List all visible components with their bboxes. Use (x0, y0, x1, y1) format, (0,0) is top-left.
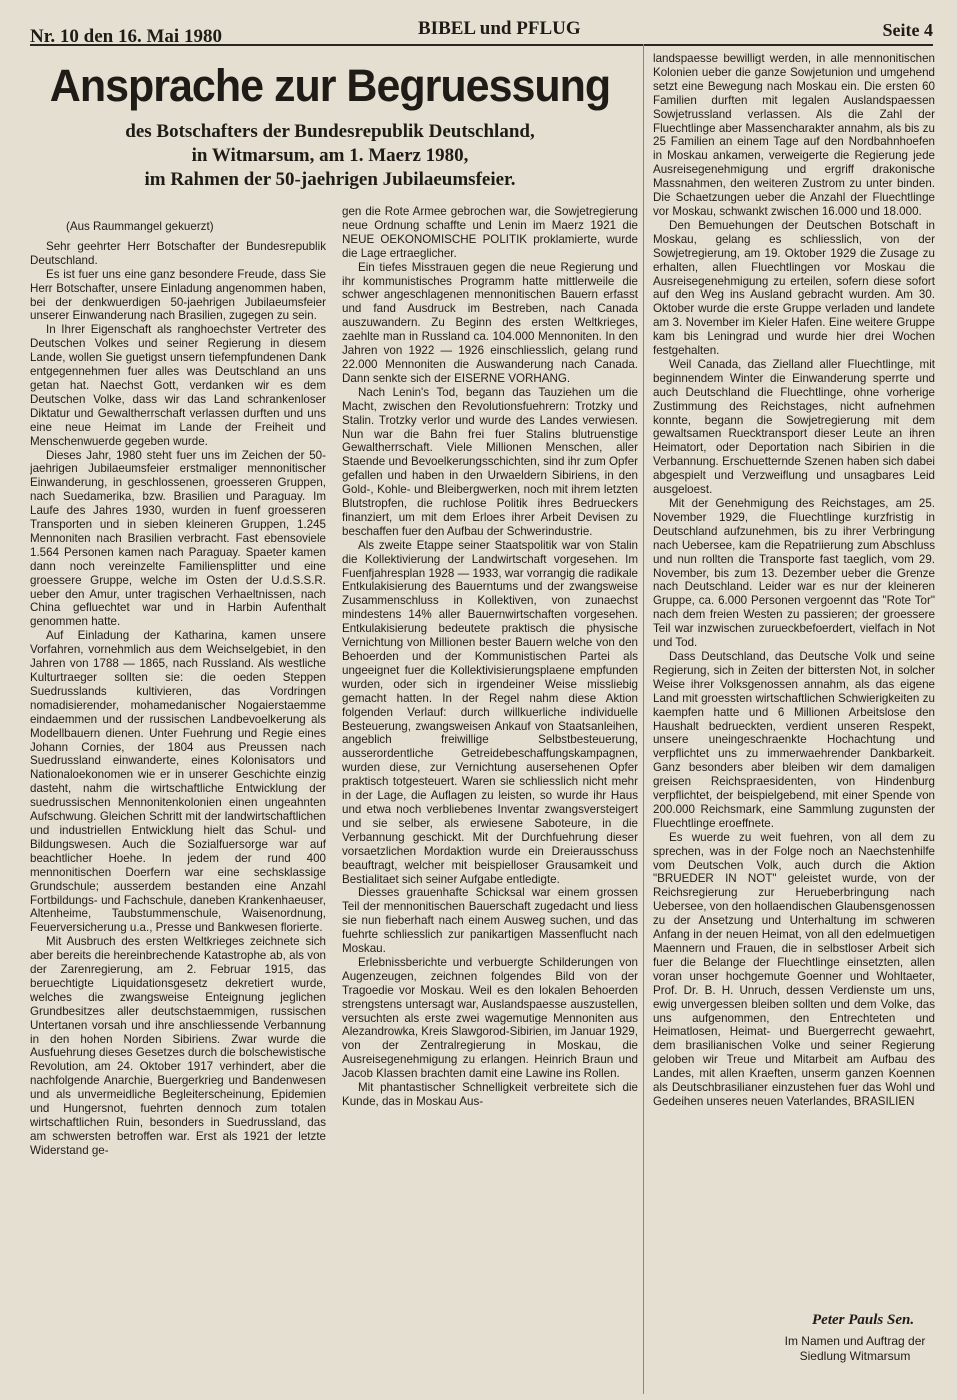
subtitle-line: des Botschafters der Bundesrepublik Deutschland, (125, 121, 535, 142)
paragraph: Ein tiefes Misstrauen gegen die neue Regierung und ihr kommunistisches Programm hatte mittlerweile die schwer angeschlagenen mennonitischen Bauern erfasst und fand Ausdruck im Bestreben, nach Canada auszuwandern. Zu Beginn des ersten Weltkrieges, zaehlte man in Russland ca. 104.000 Mennoniten. In den Jahren von 1922 — 1926 einschliesslich, gelang rund 22.000 Mennoniten die Auswanderung nach Canada. Dann senkte sich der EISERNE VORHANG. (342, 260, 638, 385)
paragraph: landspaesse bewilligt werden, in alle mennonitischen Kolonien ueber die ganze Sowjetunion und umgehend setzt eine Bewegung nach Moskau ein. Die ersten 60 Familien durften mit legalen Auslandspaessen Sowjetrussland verlassen. Als die Zahl der Fluechtlinge aber Massencharakter annahm, als bis zu 25 Familien an einem Tage auf den Nordbahnhoefen in Moskau ankamen, verweigerte die Regierung jede Ausreisegenehmigung und ergriff drakonische Massnahmen, den weiteren Zustrom zu unter binden. Die Schaetzungen ueber die Anzahl der Fluechtlinge vor Moskau, schwankt zwischen 16.000 und 18.000. (653, 52, 935, 218)
subtitle-line: im Rahmen der 50-jaehrigen Jubilaeumsfeier. (144, 169, 516, 190)
paragraph: Mit Ausbruch des ersten Weltkrieges zeichnete sich aber bereits die hereinbrechende Katastrophe ab, als von der Zarenregierung, am 2. Februar 1915, das beruechtigte Liquidationsgesetz dekretiert wurde, welches die zwangsweise Enteignung jeglichen Grundbesitzes aller deutschstaemmigen, russischen Untertanen vorsah und ihre anschliessende Verbannung in den hohen Norden Sibiriens. Zwar wurde die Ausfuehrung dieses Gesetzes durch die bolschewistische Revolution, am 24. Oktober 1917 verhindert, aber die nachfolgende Anarchie, Buergerkrieg und Bandenwesen und als unvermeidliche Begleiterscheinung, Epidemien und Hungersnot, fuehrten dennoch zum totalen wirtschaftlichen Ruin, besonders in Suedrussland, das am schwersten betroffen war. Erst als 1921 der letzte Widerstand ge- (30, 935, 326, 1157)
paragraph: Auf Einladung der Katharina, kamen unsere Vorfahren, vornehmlich aus dem Weichselgebiet, in den Jahren von 1788 — 1865, nach Russland. Als westliche Kulturtraeger sollten sie: die oeden Steppen Suedrusslands kultivieren, das Vordringen nomadisierender, mohamedanischer Nogaierstaemme eindaemmen und der russischen Landbevoelkerung als Modellbauern dienen. Unter Fuehrung und Regie eines Johann Cornies, der 1804 aus Preussen nach Suedrussland einwanderte, eines Kolonisators und Nationaloekonomen wie er in unserer Geschichte einzig dasteht, nahm die wirtschaftliche Entwicklung der suedrussischen Mennonitenkolonien einen ungeahnten Aufschwung. Gleichen Schritt mit der landwirtschaftlichen und industriellen Entwicklung hielt das Schul- und Bildungswesen. Auch die Sozialfuersorge war auf beachtlicher Hoehe. In jedem der rund 400 mennonitischen Doerfern war eine sechsklassige Grundschule; ausserdem bestanden eine Anzahl Fortbildungs- und Fachschule, daneben Krankenhaeuser, Altenheime, Taubstummenschule, Waisenordnung, Feuerversicherung u.a., Presse und Bankwesen florierte. (30, 629, 326, 935)
text-column-3 (653, 52, 935, 1310)
paragraph: Sehr geehrter Herr Botschafter der Bundesrepublik Deutschland. (30, 239, 326, 267)
newspaper-name: BIBEL und PFLUG (418, 18, 581, 39)
paragraph: Erlebnissberichte und verbuergte Schilderungen von Augenzeugen, zeichnen folgendes Bild von der Tragoedie vor Moskau. Weil es den lokalen Behoerden strengstens untersagt war, Auslandspaesse auszustellen, versuchten als erste zwei wagemutige Mennoniten aus Alezandrowka, Kreis Slawgorod-Sibirien, im Januar 1929, von der Zentralregierung in Moskau, die Ausreisegenehmigung zu erlangen. Heinrich Braun und Jacob Klassen brachten damit eine Lawine ins Rollen. (342, 955, 638, 1081)
paragraph: Den Bemuehungen der Deutschen Botschaft in Moskau, gelang es schliesslich, von der Sowjetregierung, am 19. Oktober 1929 die Zusage zu erhalten, allen Fluechtlingen vor Moskau die Ausreisegenehmigung zu erteilen, sofern diese sofort auf den Weg ins Ausland gebracht wurden. Am 30. Oktober wurde die erste Gruppe verladen und landete am 3. November im Kieler Hafen. Eine weitere Gruppe kam bis Leningrad und wurde hier drei Wochen festgehalten. (653, 218, 935, 358)
page-number: Seite 4 (882, 20, 933, 40)
subtitle-line: in Witmarsum, am 1. Maerz 1980, (191, 145, 469, 166)
paragraph: Es ist fuer uns eine ganz besondere Freude, dass Sie Herr Botschafter, unsere Einladung angenommen haben, bei der denkwuerdigen 50-jaehrigen Jubilaeumsfeier unserer Einwanderung nach Brasilien, zugegen zu sein. (30, 267, 326, 323)
page-header (30, 14, 933, 46)
paragraph: Dieses Jahr, 1980 steht fuer uns im Zeichen der 50-jaehrigen Jubilaeumsfeier erstmaliger mennonitischer Einwanderung, in geschlossenen, groesseren Gruppen, nach Suedamerika, bzw. Brasilien und Paraguay. Im Laufe des Jahres 1930, wurden in fuenf groesseren Transporten und in sieben kleineren Gruppen, 1.245 Mennoniten nach Brasilien verbracht. Fast ebensoviele 1.564 Personen kamen nach Paraguay. Spaeter kamen dann noch vereinzelte Familiensplitter und eine groessere Gruppe, welche im Osten der U.d.S.S.R. ueber den Amur, unter tragischen Verhaeltnissen, nach China gefluechtet war und in Harbin Aufenthalt genommen hatte. (30, 448, 326, 629)
paragraph: gen die Rote Armee gebrochen war, die Sowjetregierung neue Ordnung schaffte und Lenin im Maerz 1921 die NEUE OEKONOMISCHE POLITIK proklamierte, wurde die Lage ertraeglicher. (342, 205, 638, 260)
issue-date: Nr. 10 den 16. Mai 1980 (30, 26, 222, 47)
text-column-2 (342, 205, 638, 1368)
paragraph: Als zweite Etappe seiner Staatspolitik war von Stalin die Kollektivierung der Landwirtschaft vorgesehen. Im Fuenfjahresplan 1928 — 1933, war vorrangig die radikale Entkulakisierung des Bauerntums und der zwangsweise Zusammenschluss in Kollektiven, von zunaechst mindestens 14% aller Bauernwirtschaften vorgesehen. Entkulakisierung bedeutete praktisch die physische Vernichtung von Millionen bester Bauern welche von den Behoerden und der Kommunistischen Partei als ungeeignet fuer die Kollektivisierungsplaene empfunden wurden, oder sich in irgendeiner Weise missliebig gemacht hatten. In der Regel nahm diese Aktion folgenden Verlauf: durch willkuerliche individuelle Besteuerung, zwangsweisen Ankauf von Staatsanleihen, angeblich freiwillige Selbstbesteuerung, ausserordentliche Getreidebeschaffungskampagnen, wurden diese, zur Vernichtung ausersehenen Opfer praktisch totgesteuert. Waren sie schliesslich nicht mehr in der Lage, die Auflagen zu leisten, so wurde ihr Haus und etwa noch verbliebenes Inventar zwangsversteigert und sie selber, als erwiesene Saboteure, in die Verbannung geschickt. Mit der Durchfuehrung dieser vorsaetzlichen Mordaktion wurde ein Dreierausschuss beauftragt, welcher mit beispielloser Grausamkeit und Bestialitaet sich seiner Aufgabe entledigte. (342, 538, 638, 886)
paragraph: In Ihrer Eigenschaft als ranghoechster Vertreter des Deutschen Volkes und seiner Regierung in diesem Lande, wollen Sie guetigst unsern tiefempfundenen Dank entgegennehmen fuer alles was Deutschland an uns getan hat. Naechst Gott, verdanken wir es dem Deutschen Volke, dass wir das Land schrankenloser Diktatur und Gewaltherrschaft verlassen durften und uns eine neue Heimat im Lande der Freiheit und Menschenwuerde gegeben wurde. (30, 323, 326, 448)
paragraph: Es wuerde zu weit fuehren, von all dem zu sprechen, was in der Folge noch an Naechstenhilfe vom Deutschen Volk, auch durch die Aktion "BRUEDER IN NOT" geleistet wurde, von der Reichsregierung zur Herueberbringung nach Uebersee, von den hollaendischen Glaubensgenossen zu der Ansetzung und Unterhaltung im schweren Anfang in der neuen Heimat, von all den edelmuetigen Maennern und Frauen, die in selbstloser Arbeit sich fuer die Belange der Fluechtlinge einsetzten, allen voran unser hochgemute Goenner und Wohltaeter, Prof. Dr. B. H. Unruch, dessen Verdienste um uns, ewig unvergessen bleiben sollten und dem Volke, das uns aufgenommen, den Entrechteten und Heimatlosen, Heimat- und Buergerrecht gewaehrt, dem brasilianischen Volke und seiner Regierung geloben wir Treue und Mitarbeit am Aufbau des Landes, mit allen Kraeften, unserm ganzen Koennen als Deutschbrasilianer einzustehen fuer das Wohl und Gedeihen unseres neuen Vaterlandes, BRASILIEN (653, 830, 935, 1108)
signoff-line: Siedlung Witmarsum (799, 1349, 911, 1363)
paragraph: Nach Lenin's Tod, begann das Tauziehen um die Macht, zwischen den Revolutionsfuehrern: Trotzky und Stalin. Trotzky verlor und wurde des Landes verwiesen. Nun war die Bahn frei fuer Stalins blutruenstige Gewaltherrschaft. Viele Millionen Menschen, aller Staende und Bevoelkerungsschichten, sind ihr zum Opfer gefallen und haben in den Urwaeldern Sibiriens, in den Gold-, Kohle- und Bleibergwerken, noch mit ihrem letzten Blutstropfen, die ruchlose Politik ihres Bedrueckers finanziert, um mit dem Erloes ihrer Arbeit Devisen zu beschaffen fuer den Aufbau der Schwerindustrie. (342, 385, 638, 538)
text-column-1 (30, 220, 326, 1368)
article-subtitle (40, 120, 620, 192)
signoff-line: Im Namen und Auftrag der (784, 1334, 926, 1348)
paragraph: Diesses grauenhafte Schicksal war einem grossen Teil der mennonitischen Bauerschaft zugedacht und liess sie nun fieberhaft nach einem Ausweg suchen, und das fuehrte schliesslich zur panikartigen Massenflucht nach Moskau. (342, 886, 638, 956)
paragraph: Weil Canada, das Zielland aller Fluechtlinge, mit beginnendem Winter die Einwanderung sperrte und auch Deutschland die Fluechtlinge, ohne vorherige Zustimmung des Reichstages, nicht aufnehmen konnte, begann die Sowjetregierung mit dem gewaltsamen Ruecktransport dieser Leute an ihren Heimatort, oder Deportation nach Sibirien in die Verbannung. Erschuetternde Szenen haben sich dabei abgespielt und Verzweiflung und unsagbares Leid ausgeloest. (653, 357, 935, 497)
paragraph: Mit phantastischer Schnelligkeit verbreitete sich die Kunde, das in Moskau Aus- (342, 1081, 638, 1108)
paragraph: Mit der Genehmigung des Reichstages, am 25. November 1929, die Fluechtlinge kurzfristig in Deutschland aufzunehmen, bis zu ihrer Verbringung nach Uebersee, kam die Repatriierung zum Abschluss und nun rollten die Transporte fast taeglich, vom 29. November, bis zum 13. Dezember ueber die Grenze nach Deutschland. Leider war es nur der kleineren Gruppe, ca. 6.000 Personen vergoennt das "Rote Tor" nach dem freien Westen zu passieren; der groessere Teil war inzwischen zurueckbefoerdert, vielfach in Not und Tod. (653, 497, 935, 650)
author-signature: Peter Pauls Sen. (812, 1312, 915, 1328)
editorial-note: (Aus Raummangel gekuerzt) (66, 220, 214, 233)
article-title: Ansprache zur Begruessung (49, 60, 611, 112)
signoff (770, 1334, 940, 1364)
paragraph: Dass Deutschland, das Deutsche Volk und seine Regierung, sich in Zeiten der bittersten Not, in solcher Weise ihrer Volksgenossen annahm, als das eigene Land mit groessten wirtschaftlichen Schwierigkeiten zu kaempfen hatte und 6 Millionen Arbeitslose den Haushalt bedrueckten, verdient unseren Respekt, unsere uneingeschraenkte Hochachtung und verpflichtet uns zu immerwaehrender Dankbarkeit. Ganz besonders aber bleiben wir dem damaligen greisen Reichspraesidenten, von Hindenburg verpflichtet, der beispielgebend, mit einer Spende von 200.000 Reichsmark, eine Sammlung zugunsten der Fluechtlinge eroeffnete. (653, 649, 935, 830)
column-rule (643, 44, 644, 1394)
